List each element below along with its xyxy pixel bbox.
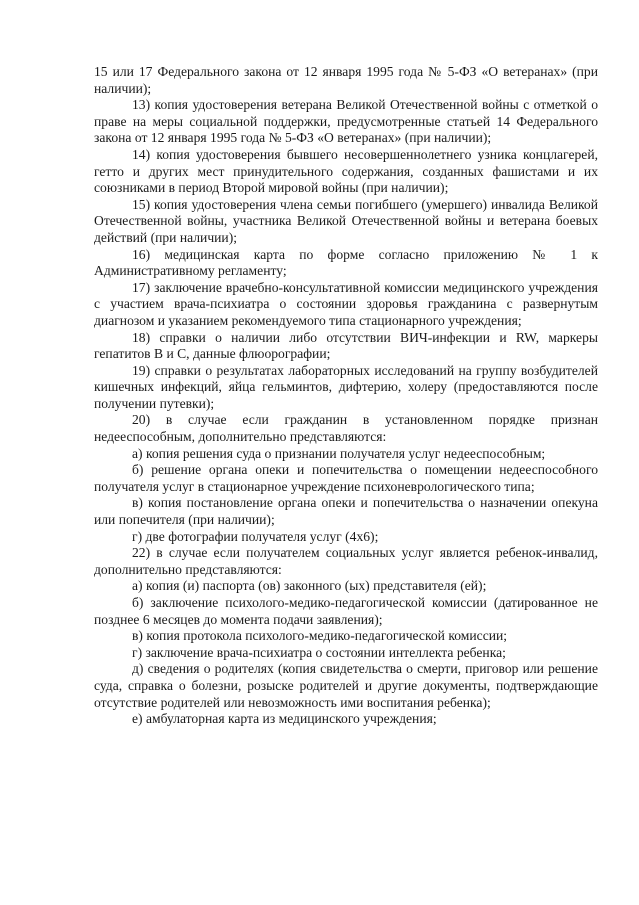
list-item-15: 15) копия удостоверения члена семьи погибшего (умершего) инвалида Великой Отечественной войны, участника Великой Отечественной войны и ветерана боевых действий (при наличии); <box>94 196 598 245</box>
document-body <box>94 64 598 728</box>
list-item-19: 19) справки о результатах лабораторных исследований на группу возбудителей кишечных инфекций, яйца гельминтов, дифтерию, холеру (предоставляются после получении путевки); <box>94 362 598 411</box>
paragraph-continuation: 15 или 17 Федерального закона от 12 января 1995 года № 5-ФЗ «О ветеранах» (при наличии); <box>94 64 598 96</box>
sub-item-20-b: б) решение органа опеки и попечительства о помещении недееспособного получателя услуг в стационарное учреждение психоневрологического типа; <box>94 462 598 494</box>
sub-item-22-g: г) заключение врача-психиатра о состоянии интеллекта ребенка; <box>132 644 506 660</box>
list-item-13: 13) копия удостоверения ветерана Великой Отечественной войны с отметкой о праве на меры социальной поддержки, предусмотренные статьей 14 Федерального закона от 12 января 1995 года № 5-ФЗ «О ветеранах» (при наличии); <box>94 97 598 146</box>
list-item-18: 18) справки о наличии либо отсутствии ВИЧ-инфекции и RW, маркеры гепатитов В и С, данные флюорографии; <box>94 329 598 362</box>
list-item-17: 17) заключение врачебно-консультативной комиссии медицинского учреждения с участием врача-психиатра о состоянии здоровья гражданина с развернутым диагнозом и указанием рекомендуемого типа стационарного учреждения; <box>94 279 598 328</box>
sub-item-20-a: а) копия решения суда о признании получателя услуг недееспособным; <box>132 445 546 461</box>
sub-item-22-e: е) амбулаторная карта из медицинского учреждения; <box>132 711 437 727</box>
sub-item-22-a: а) копия (и) паспорта (ов) законного (ых) представителя (ей); <box>132 578 487 594</box>
sub-item-20-v: в) копия постановление органа опеки и попечительства о назначении опекуна или попечителя (при наличии); <box>94 495 598 528</box>
list-item-14: 14) копия удостоверения бывшего несовершеннолетнего узника концлагерей, гетто и других мест принудительного содержания, созданных фашистами и их союзниками в период Второй мировой войны (при наличии); <box>94 146 598 196</box>
list-item-16: 16) медицинская карта по форме согласно приложению № 1 к Административному регламенту; <box>94 246 598 279</box>
list-item-20: 20) в случае если гражданин в установленном порядке признан недееспособным, дополнительно представляются: <box>94 412 598 445</box>
list-item-22: 22) в случае если получателем социальных услуг является ребенок-инвалид, дополнительно представляются: <box>94 545 598 577</box>
sub-item-22-d: д) сведения о родителях (копия свидетельства о смерти, приговор или решение суда, справка о болезни, розыске родителей и другие документы, подтверждающие отсутствие родителей или невозможность ими воспитания ребенка); <box>94 661 598 710</box>
sub-item-22-v: в) копия протокола психолого-медико-педагогической комиссии; <box>132 628 508 644</box>
sub-item-20-g: г) две фотографии получателя услуг (4х6); <box>132 528 379 544</box>
sub-item-22-b: б) заключение психолого-медико-педагогической комиссии (датированное не позднее 6 месяцев до момента подачи заявления); <box>94 595 598 627</box>
